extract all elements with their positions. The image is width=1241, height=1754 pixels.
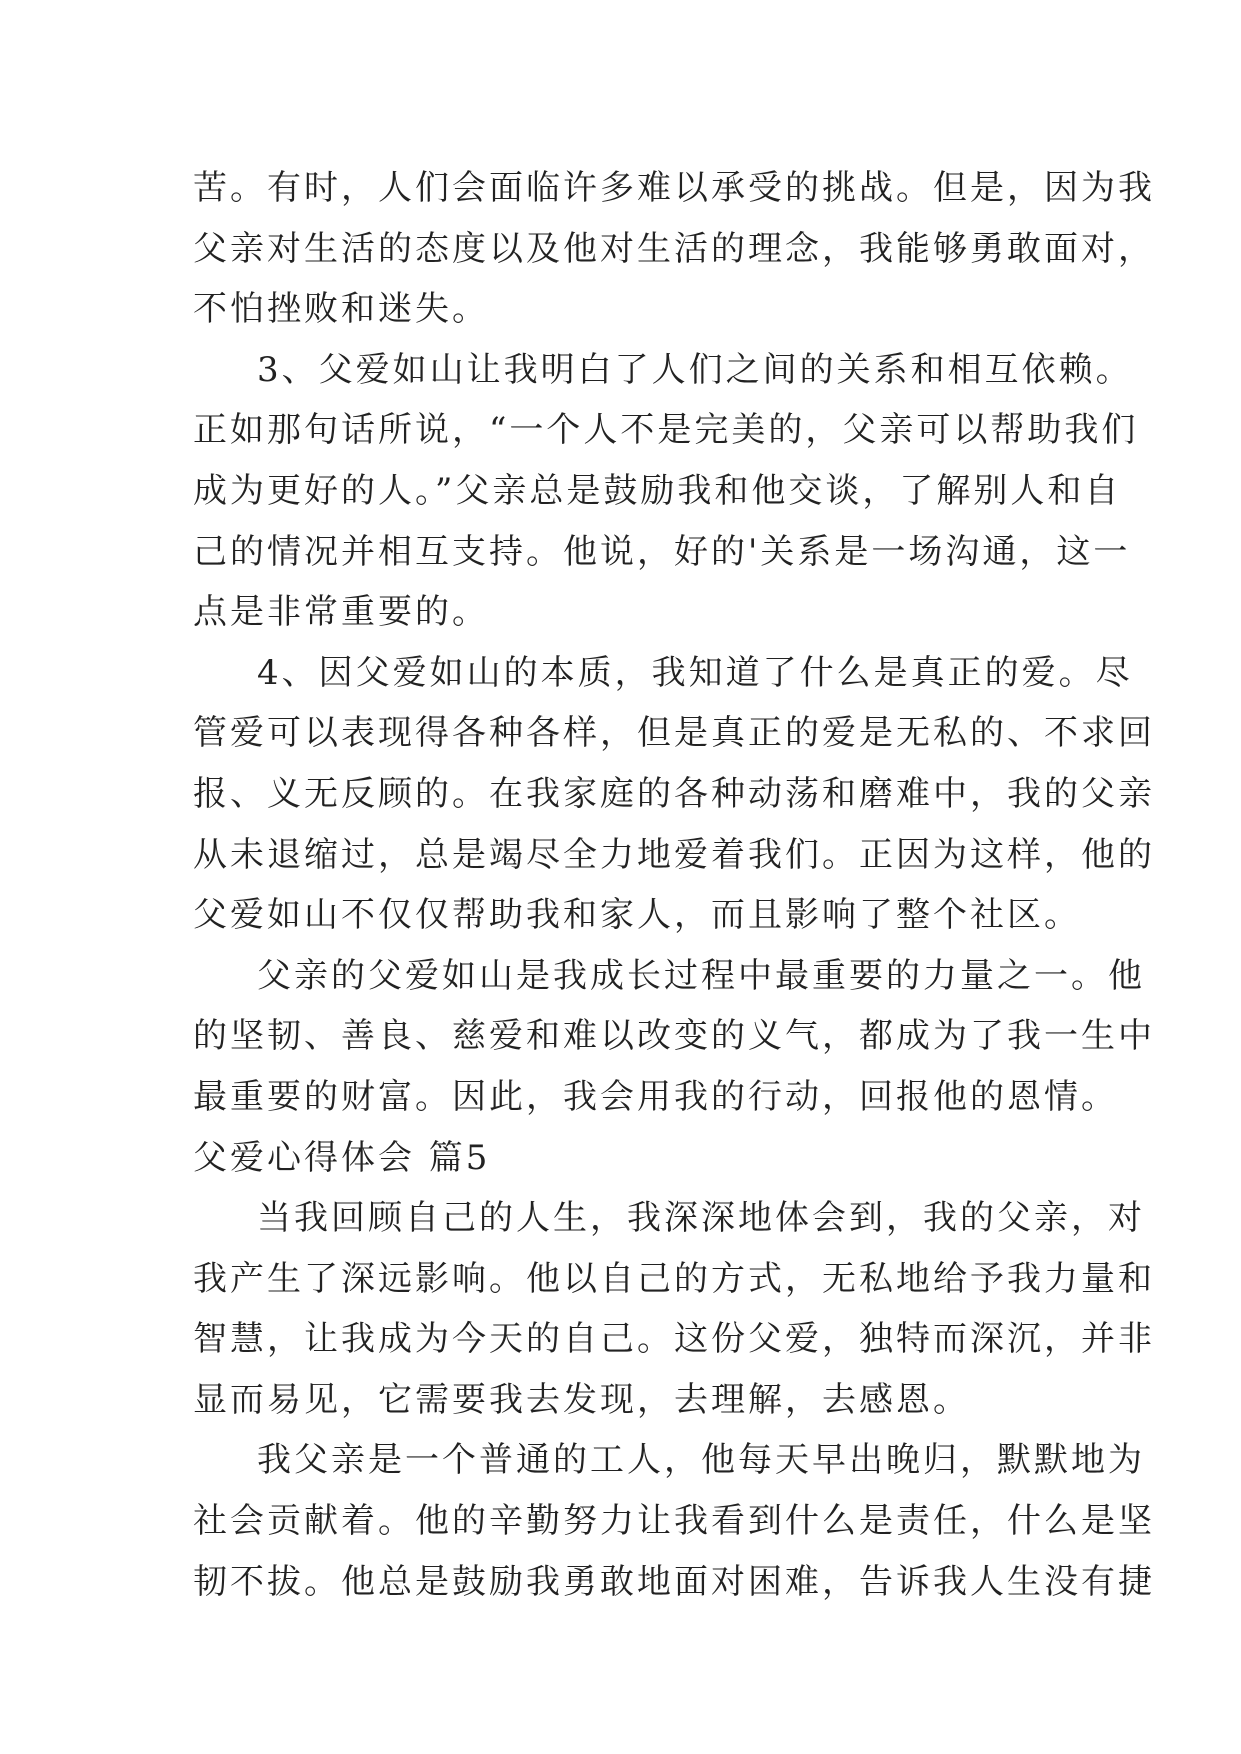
paragraph-start-line: 我父亲是一个普通的工人，他每天早出晚归，默默地为: [257, 1440, 1145, 1481]
text-line: 报、义无反顾的。在我家庭的各种动荡和磨难中，我的父亲: [193, 773, 1155, 814]
text-line: 社会贡献着。他的辛勤努力让我看到什么是责任，什么是坚: [193, 1501, 1155, 1542]
text-line: 显而易见，它需要我去发现，去理解，去感恩。: [193, 1379, 970, 1420]
section-heading: 父爱心得体会 篇5: [193, 1137, 491, 1178]
text-line: 最重要的财富。因此，我会用我的行动，回报他的恩情。: [193, 1076, 1118, 1117]
text-line: 韧不拔。他总是鼓励我勇敢地面对困难，告诉我人生没有捷: [193, 1561, 1155, 1602]
text-line: 正如那句话所说，“一个人不是完美的，父亲可以帮助我们: [193, 410, 1139, 451]
text-line: 父爱如山不仅仅帮助我和家人，而且影响了整个社区。: [193, 895, 1081, 936]
text-line: 不怕挫败和迷失。: [193, 289, 489, 330]
text-line: 智慧，让我成为今天的自己。这份父爱，独特而深沉，并非: [193, 1319, 1155, 1360]
paragraph-start-line: 当我回顾自己的人生，我深深地体会到，我的父亲，对: [257, 1198, 1145, 1239]
paragraph-start-line: 父亲的父爱如山是我成长过程中最重要的力量之一。他: [257, 955, 1145, 996]
text-line: 己的情况并相互支持。他说，好的'关系是一场沟通，这一: [193, 531, 1131, 572]
text-line: 我产生了深远影响。他以自己的方式，无私地给予我力量和: [193, 1258, 1155, 1299]
document-body: [193, 158, 1155, 1612]
text-line: 从未退缩过，总是竭尽全力地爱着我们。正因为这样，他的: [193, 834, 1155, 875]
paragraph-start-line: 4、因父爱如山的本质，我知道了什么是真正的爱。尽: [257, 652, 1133, 693]
text-line: 父亲对生活的态度以及他对生活的理念，我能够勇敢面对，: [193, 228, 1155, 269]
paragraph-start-line: 3、父爱如山让我明白了人们之间的关系和相互依赖。: [257, 349, 1133, 390]
text-line: 的坚韧、善良、慈爱和难以改变的义气，都成为了我一生中: [193, 1016, 1155, 1057]
text-line: 点是非常重要的。: [193, 592, 489, 633]
text-line: 管爱可以表现得各种各样，但是真正的爱是无私的、不求回: [193, 713, 1155, 754]
text-line: 苦。有时，人们会面临许多难以承受的挑战。但是，因为我: [193, 168, 1155, 208]
text-line: 成为更好的人。”父亲总是鼓励我和他交谈，了解别人和自: [193, 470, 1122, 511]
